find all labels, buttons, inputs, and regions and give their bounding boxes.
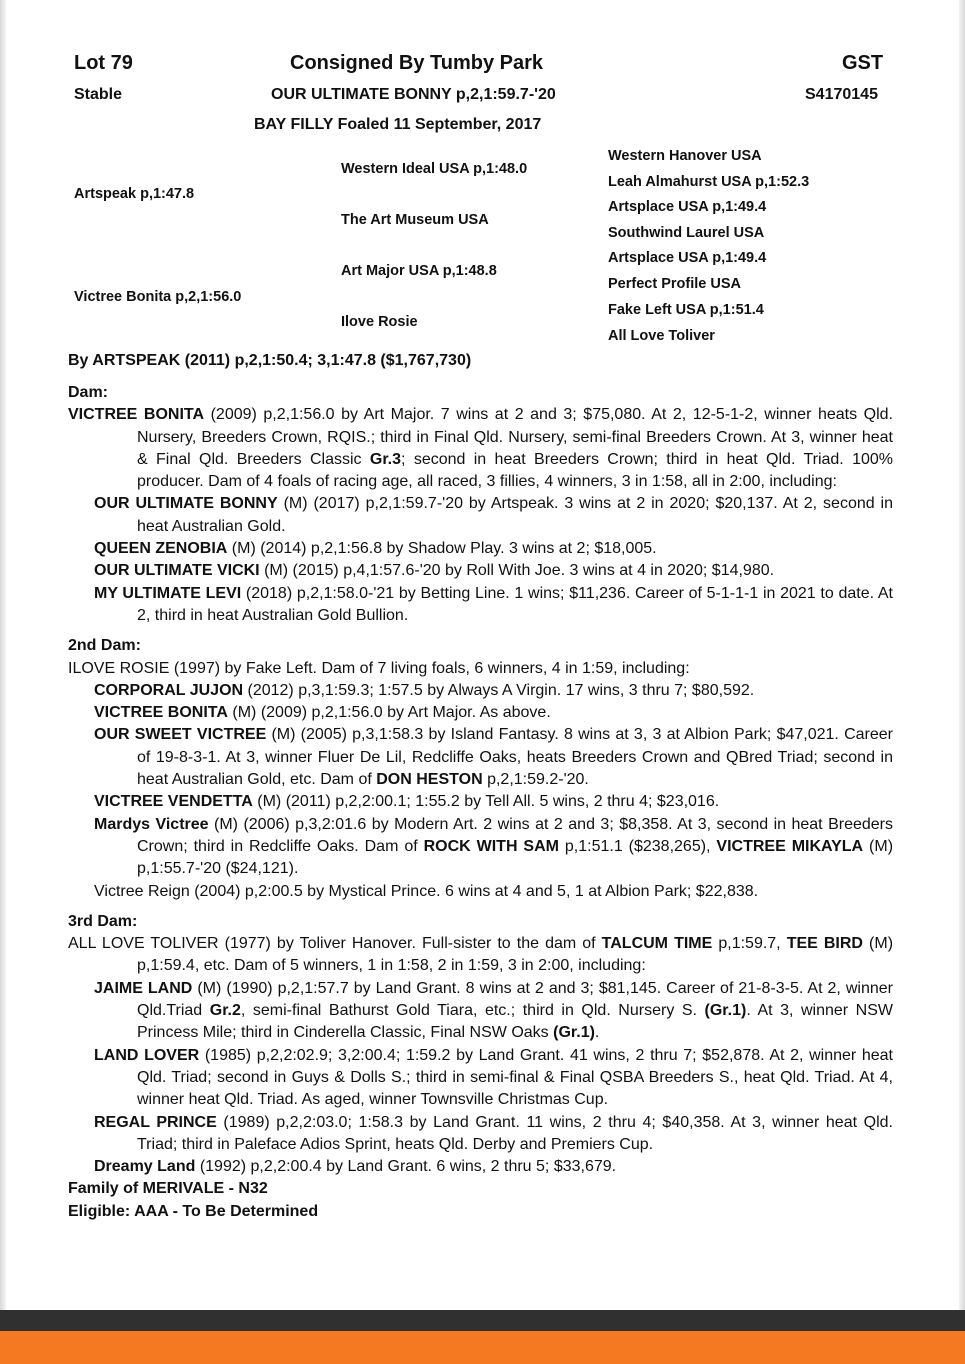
page-edge-right — [959, 0, 965, 1310]
dam-heading: Dam: — [68, 384, 109, 401]
pedigree-gen3-1: Western Hanover USA — [608, 148, 762, 164]
progeny-entry: OUR ULTIMATE BONNY (M) (2017) p,2,1:59.7-'20 by Artspeak. 3 wins at 2 in 2020; $20,137. At 2, second in heat Australian Gold. — [94, 495, 894, 535]
catalogue-body — [68, 382, 893, 1223]
stable-label: Stable — [74, 86, 123, 103]
progeny-entry: Dreamy Land (1992) p,2,2:00.4 by Land Grant. 6 wins, 2 thru 5; $33,679. — [94, 1158, 617, 1176]
family-line: Family of MERIVALE - N32 — [68, 1180, 268, 1198]
page-edge-left — [0, 0, 6, 1310]
lot-number: Lot 79 — [74, 52, 133, 74]
progeny-entry: QUEEN ZENOBIA (M) (2014) p,2,1:56.8 by Shadow Play. 3 wins at 2; $18,005. — [94, 540, 657, 558]
pedigree-sire: Artspeak p,1:47.8 — [74, 186, 195, 202]
horse-description: BAY FILLY Foaled 11 September, 2017 — [254, 116, 542, 133]
pedigree-gen3-5: Artsplace USA p,1:49.4 — [608, 250, 767, 266]
progeny-entry: OUR SWEET VICTREE (M) (2005) p,3,1:58.3 by Island Fantasy. 8 wins at 3, 3 at Albion Park; $47,021. Career of 19-8-3-1. At 3, winner Fluer De Lil, Redcliffe Oaks, heats Breeders Crown and QBred Triad; second in heat Australian Gold, etc. Dam of DON HESTON p,2,1:59.2-'20. — [94, 726, 893, 789]
progeny-entry: LAND LOVER (1985) p,2,2:02.9; 3,2:00.4; 1:59.2 by Land Grant. 41 wins, 2 thru 7; $52,878. At 2, winner heat Qld. Triad; second in Guys & Dolls S.; third in semi-final & Final QSBA Breeders S., heat Qld. Triad. At 4, winner heat Qld. Triad. As aged, winner Townsville Christmas Cup. — [94, 1046, 893, 1109]
progeny-entry: CORPORAL JUJON (2012) p,3,1:59.3; 1:57.5 by Always A Virgin. 17 wins, 3 thru 7; $80,592. — [94, 681, 755, 699]
third-dam-heading: 3rd Dam: — [68, 912, 138, 930]
progeny-entry: MY ULTIMATE LEVI (2018) p,2,1:58.0-'21 by Betting Line. 1 wins; $11,236. Career of 5-1-1-1 in 2021 to date. At 2, third in heat Australian Gold Bullion. — [94, 584, 893, 624]
eligibility-line: Eligible: AAA - To Be Determined — [68, 1202, 319, 1220]
progeny-entry: JAIME LAND (M) (1990) p,2,1:57.7 by Land Grant. 8 wins at 2 and 3; $81,145. Career of 21-8-3-5. At 2, winner Qld.Triad Gr.2, semi-final Bathurst Gold Tiara, etc.; third in Qld. Nursery S. (Gr.1). At 3, winner NSW Princess Mile; third in Cinderella Classic, Final NSW Oaks (Gr.1). — [94, 979, 894, 1042]
progeny-entry: Victree Reign (2004) p,2:00.5 by Mystical Prince. 6 wins at 4 and 5, 1 at Albion Park; $22,838. — [94, 882, 759, 900]
second-dam-heading: 2nd Dam: — [68, 637, 141, 655]
pedigree-sire-sire: Western Ideal USA p,1:48.0 — [341, 161, 528, 177]
pedigree-sire-dam: The Art Museum USA — [341, 212, 489, 228]
pedigree-gen3-3: Artsplace USA p,1:49.4 — [608, 199, 767, 215]
sire-line: By ARTSPEAK (2011) p,2,1:50.4; 3,1:47.8 ($1,767,730) — [68, 352, 472, 369]
second-dam-main-entry: ILOVE ROSIE (1997) by Fake Left. Dam of 7 living foals, 6 winners, 4 in 1:59, including: — [68, 659, 690, 677]
code: GST — [842, 52, 884, 74]
progeny-entry: REGAL PRINCE (1989) p,2,2:03.0; 1:58.3 by Land Grant. 11 wins, 2 thru 4; $40,358. At 3, winner heat Qld. Triad; third in Paleface Adios Sprint, heats Qld. Derby and Premiers Cup. — [94, 1113, 894, 1153]
progeny-entry: VICTREE BONITA (M) (2009) p,2,1:56.0 by Art Major. As above. — [94, 704, 551, 722]
progeny-entry: Mardys Victree (M) (2006) p,3,2:01.6 by Modern Art. 2 wins at 2 and 3; $8,358. At 3, second in heat Breeders Crown; third in Redcliffe Oaks. Dam of ROCK WITH SAM p,1:51.1 ($238,265), VICTREE MIKAYLA (M) p,1:55.7-'20 ($24,121). — [94, 815, 894, 878]
horse-id: S4170145 — [805, 86, 878, 103]
dam-name: VICTREE BONITA — [68, 406, 205, 424]
pedigree-gen3-6: Perfect Profile USA — [608, 276, 741, 292]
pedigree-gen3-8: All Love Toliver — [608, 328, 715, 344]
consignor: Consigned By Tumby Park — [290, 52, 544, 74]
pedigree-gen3-2: Leah Almahurst USA p,1:52.3 — [608, 174, 810, 190]
horse-name: OUR ULTIMATE BONNY p,2,1:59.7-'20 — [271, 86, 556, 103]
progeny-entry: VICTREE VENDETTA (M) (2011) p,2,2:00.1; 1:55.2 by Tell All. 5 wins, 2 thru 4; $23,016. — [94, 793, 720, 811]
pedigree-gen3-7: Fake Left USA p,1:51.4 — [608, 302, 764, 318]
pedigree-dam: Victree Bonita p,2,1:56.0 — [74, 289, 242, 305]
pedigree-dam-sire: Art Major USA p,1:48.8 — [341, 263, 497, 279]
pedigree-dam-dam: Ilove Rosie — [341, 314, 418, 330]
pedigree-gen3-4: Southwind Laurel USA — [608, 225, 765, 241]
footer-orange-bar — [0, 1331, 965, 1364]
dam-main-entry: VICTREE BONITA (2009) p,2,1:56.0 by Art Major. 7 wins at 2 and 3; $75,080. At 2, 12-5-1-2, winner heats Qld. Nursery, Breeders Crown, RQIS.; third in Final Qld. Nursery, semi-final Breeders Crown. At 3, winner heat & Final Qld. Breeders Classic Gr.3; second in heat Breeders Crown; third in heat Qld. Triad. 100% producer. Dam of 4 foals of racing age, all raced, 3 fillies, 4 winners, 3 in 1:58, all in 2:00, including: — [68, 406, 894, 491]
third-dam-main-entry: ALL LOVE TOLIVER (1977) by Toliver Hanover. Full-sister to the dam of TALCUM TIME p,1:59.7, TEE BIRD (M) p,1:59.4, etc. Dam of 5 winners, 1 in 1:58, 2 in 1:59, 3 in 2:00, including: — [68, 935, 894, 975]
progeny-entry: OUR ULTIMATE VICKI (M) (2015) p,4,1:57.6-'20 by Roll With Joe. 3 wins at 4 in 2020; $14,980. — [94, 562, 775, 580]
footer-dark-bar — [0, 1310, 965, 1331]
